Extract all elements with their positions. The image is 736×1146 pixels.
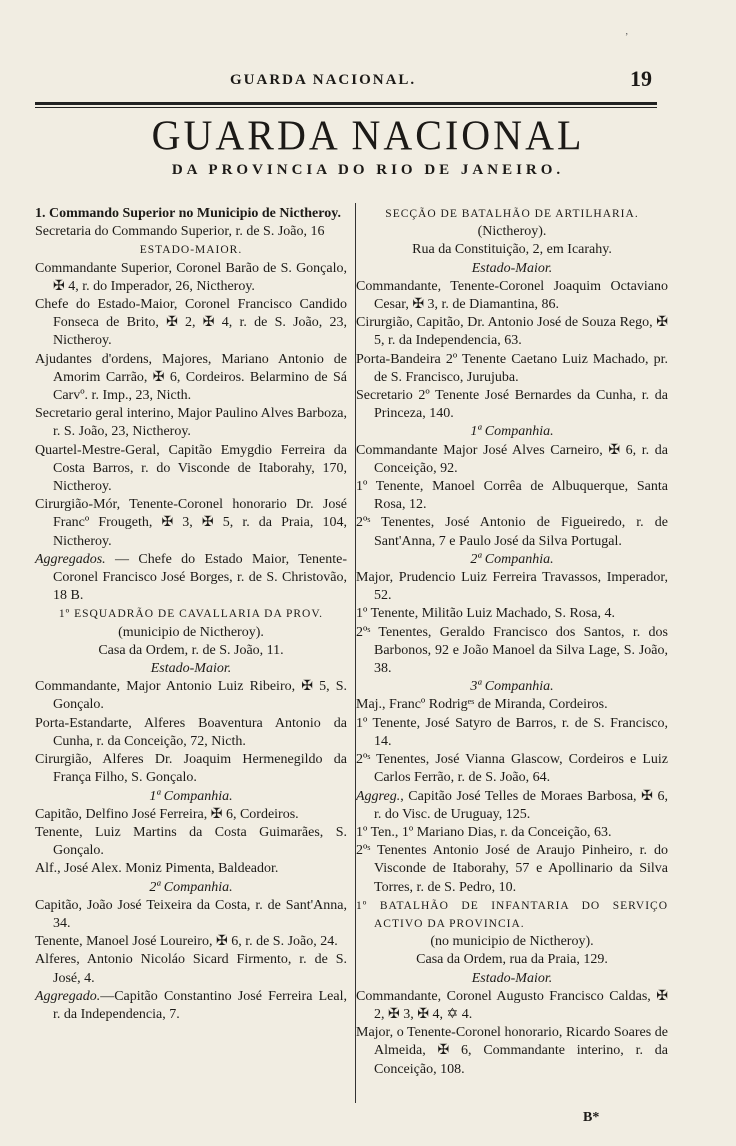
page-number: 19 <box>630 66 652 91</box>
subsection-heading: 1ª Companhia. <box>149 788 233 804</box>
subsection-heading: Estado-Maior. <box>150 661 232 677</box>
roster-entry: Capitão, João José Teixeira da Costa, r. de Sant'Anna, 34. <box>35 897 347 931</box>
roster-entry: Cirurgião, Capitão, Dr. Antonio José de Souza Rego, ✠ 5, r. da Independencia, 63. <box>356 315 668 349</box>
roster-entry: Commandante Major José Alves Carneiro, ✠ 6, r. da Conceição, 92. <box>356 442 668 476</box>
roster-entry: Cirurgião-Mór, Tenente-Coronel honorario Dr. José Francº Frougeth, ✠ 3, ✠ 5, r. da Praia, 104, Nictheroy. <box>35 497 347 549</box>
header-rule-thin <box>35 107 657 108</box>
subsection-heading: Estado-Maior. <box>471 970 553 986</box>
roster-entry <box>356 788 668 824</box>
section-heading: 1. Commando Superior no Municipio de Nictheroy. <box>35 206 341 221</box>
roster-entry: 1º Tenente, José Satyro de Barros, r. de S. Francisco, 14. <box>356 715 668 749</box>
roster-entry: Commandante, Coronel Augusto Francisco Caldas, ✠ 2, ✠ 3, ✠ 4, ✡ 4. <box>356 988 668 1022</box>
centered-line: (Nictheroy). <box>477 224 547 240</box>
subsection-heading: 3ª Companhia. <box>470 679 554 695</box>
running-head: GUARDA NACIONAL. <box>230 72 417 88</box>
roster-entry: Quartel-Mestre-Geral, Capitão Emygdio Ferreira da Costa Barros, r. do Visconde de Itaborahy, 170, Nictheroy. <box>35 442 347 495</box>
roster-entry: Commandante, Tenente-Coronel Joaquim Octaviano Cesar, ✠ 3, r. de Diamantina, 86. <box>356 278 668 313</box>
centered-line: Rua da Constituição, 2, em Icarahy. <box>412 242 612 258</box>
entry-text: , Capitão José Telles de Moraes Barbosa, ✠ 6, r. do Visc. de Uruguay, 125. <box>374 788 668 822</box>
roster-entry: Tenente, Luiz Martins da Costa Guimarães, S. Gonçalo. <box>35 824 347 859</box>
roster-entry: Porta-Bandeira 2º Tenente Caetano Luiz Machado, pr. de S. Francisco, Jurujuba. <box>356 351 668 385</box>
section-heading: SECÇÃO DE BATALHÃO DE ARTILHARIA. <box>385 208 639 220</box>
aggregado-label: Aggregado. <box>35 988 101 1004</box>
entry-text: — Chefe do Estado Maior, Tenente-Coronel Francisco José Borges, r. de S. Christovão, 18 B. <box>53 551 347 604</box>
entry-text: —Capitão Constantino José Ferreira Leal, r. da Independencia, 7. <box>53 988 347 1022</box>
roster-entry: Secretario geral interino, Major Paulino Alves Barboza, r. S. João, 23, Nictheroy. <box>35 406 347 440</box>
roster-entry: Major, Prudencio Luiz Ferreira Travassos, Imperador, 52. <box>356 570 668 604</box>
roster-entry <box>35 551 347 606</box>
roster-entry: Secretaria do Commando Superior, r. de S. João, 16 <box>35 224 325 240</box>
subsection-heading: 1ª Companhia. <box>470 424 554 440</box>
roster-entry: Alf., José Alex. Moniz Pimenta, Baldeador. <box>35 861 279 877</box>
subsection-heading: 2ª Companhia. <box>149 879 233 895</box>
subtitle: DA PROVINCIA DO RIO DE JANEIRO. <box>171 162 565 178</box>
roster-entry: 1º Ten., 1º Mariano Dias, r. da Conceição, 63. <box>356 824 612 840</box>
roster-entry: 1º Tenente, Manoel Corrêa de Albuquerque, Santa Rosa, 12. <box>356 479 668 513</box>
roster-entry: Tenente, Manoel José Loureiro, ✠ 6, r. de S. João, 24. <box>35 934 338 950</box>
right-column <box>356 205 668 1079</box>
aggregado-label: Aggregados. <box>35 551 106 567</box>
roster-entry <box>35 988 347 1024</box>
subsection-heading: Estado-Maior. <box>471 260 553 276</box>
roster-entry: 2ºˢ Tenentes Antonio José de Araujo Pinheiro, r. do Visconde de Itaborahy, 57 e Apollinario da Silva Torres, r. de S. Pedro, 10. <box>356 843 668 895</box>
roster-entry: Commandante, Major Antonio Luiz Ribeiro, ✠ 5, S. Gonçalo. <box>35 679 347 713</box>
ink-speck: ’ <box>625 32 629 43</box>
roster-entry: Alferes, Antonio Nicoláo Sicard Firmento, r. de S. José, 4. <box>35 952 347 986</box>
roster-entry: Commandante Superior, Coronel Barão de S. Gonçalo, ✠ 4, r. do Imperador, 26, Nictheroy. <box>35 260 347 294</box>
centered-line: Casa da Ordem, r. de S. João, 11. <box>98 642 284 658</box>
roster-entry: Capitão, Delfino José Ferreira, ✠ 6, Cordeiros. <box>35 806 299 822</box>
centered-line: (municipio de Nictheroy). <box>118 624 264 640</box>
roster-entry: 2ºˢ Tenentes, Geraldo Francisco dos Santos, r. dos Barbonos, 92 e João Manoel da Silva Lage, S. João, 38. <box>356 624 668 677</box>
left-column <box>35 205 347 1024</box>
roster-entry: Secretario 2º Tenente José Bernardes da Cunha, r. da Princeza, 140. <box>356 388 668 422</box>
roster-entry: Porta-Estandarte, Alferes Boaventura Antonio da Cunha, r. da Conceição, 72, Nicth. <box>35 715 347 749</box>
roster-entry: Maj., Francº Rodrigᵉˢ de Miranda, Cordeiros. <box>356 697 608 713</box>
section-heading: 1º ESQUADRÃO DE CAVALLARIA DA PROV. <box>58 608 324 621</box>
roster-entry: Cirurgião, Alferes Dr. Joaquim Hermenegildo da França Filho, S. Gonçalo. <box>35 752 347 786</box>
roster-entry: 2ºˢ Tenentes, José Vianna Glascow, Cordeiros e Luiz Carlos Ferrão, r. de S. João, 64. <box>356 752 668 786</box>
roster-entry: Major, o Tenente-Coronel honorario, Ricardo Soares de Almeida, ✠ 6, Commandante interino, r. da Conceição, 108. <box>356 1025 668 1077</box>
main-title: GUARDA NACIONAL <box>151 111 585 160</box>
section-heading: 1º BATALHÃO DE INFANTARIA DO SERVIÇO ACTIVO DA PROVINCIA. <box>356 899 668 930</box>
subsection-heading: 2ª Companhia. <box>470 551 554 567</box>
roster-entry: 1º Tenente, Militão Luiz Machado, S. Rosa, 4. <box>356 606 615 622</box>
section-heading: ESTADO-MAIOR. <box>139 244 243 257</box>
aggregado-label: Aggreg. <box>356 788 401 804</box>
header-rule-thick <box>35 102 657 105</box>
centered-line: (no municipio de Nictheroy). <box>430 934 594 950</box>
roster-entry: 2ºˢ Tenentes, José Antonio de Figueiredo, r. de Sant'Anna, 7 e Paulo José da Silva Portugal. <box>356 515 668 549</box>
roster-entry: Chefe do Estado-Maior, Coronel Francisco Candido Fonseca de Brito, ✠ 2, ✠ 4, r. de S. João, 23, Nictheroy. <box>35 297 347 349</box>
centered-line: Casa da Ordem, rua da Praia, 129. <box>416 952 608 968</box>
roster-entry: Ajudantes d'ordens, Majores, Mariano Antonio de Amorim Carrão, ✠ 6, Cordeiros. Belarmino de Sá Carvº. r. Imp., 23, Nicth. <box>35 351 347 404</box>
catchword: B* <box>583 1110 600 1125</box>
